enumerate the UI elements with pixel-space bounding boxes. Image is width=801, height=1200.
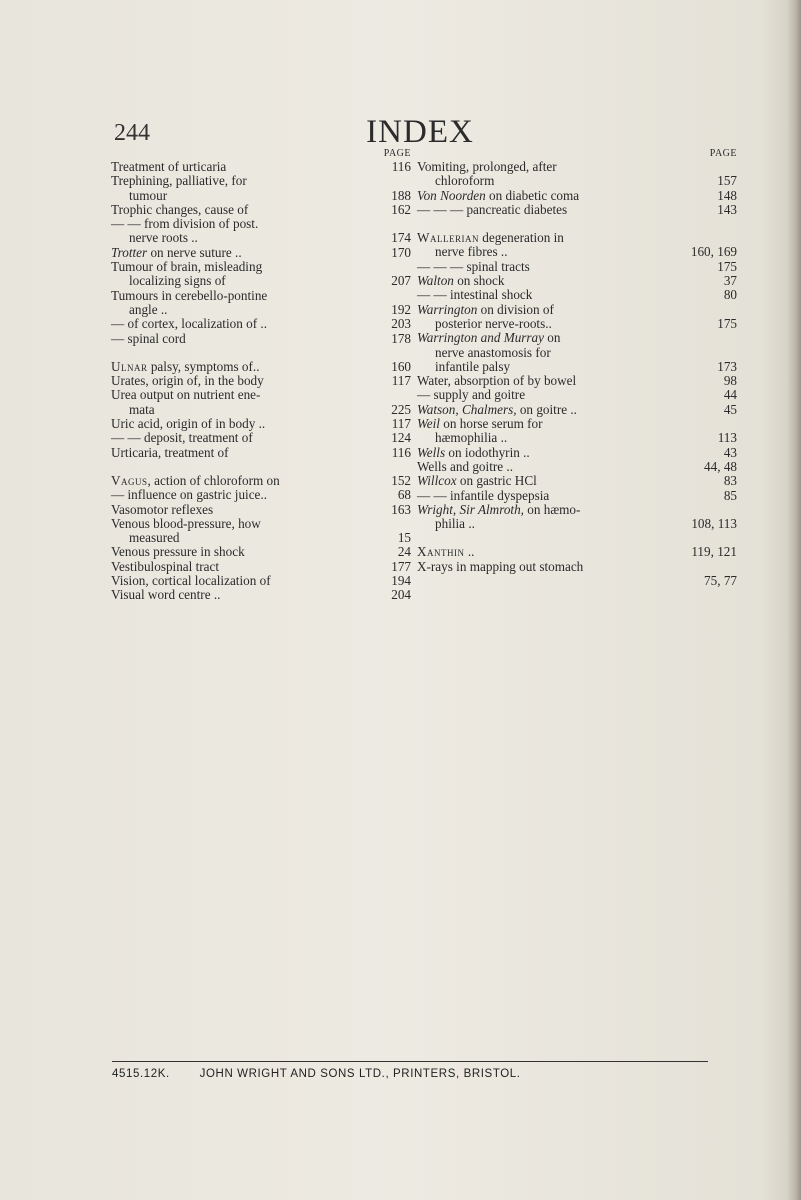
entry-heading: Ulnar palsy, symptoms of.. [111, 358, 260, 374]
entry-heading: Vomiting, prolonged, after [417, 159, 557, 174]
section-gap [111, 346, 411, 360]
page-reference: 192 [391, 301, 411, 317]
entry-heading: Vagus, action of chloroform on [111, 472, 280, 488]
index-column-right [417, 148, 737, 588]
index-entry [417, 417, 737, 446]
page-reference: 207 [391, 273, 411, 289]
index-entry [111, 588, 411, 602]
entry-heading: Trephining, palliative, for [111, 173, 247, 189]
index-entry [111, 431, 411, 445]
entry-heading: Vision, cortical localization of [111, 573, 271, 589]
entry-heading: — — — pancreatic diabetes [417, 201, 568, 217]
index-entry [111, 388, 411, 417]
column-header-left: PAGE [383, 148, 411, 159]
page-reference: 225 [391, 401, 411, 417]
page-reference: 177 [391, 558, 411, 574]
index-entry [111, 317, 411, 331]
section-gap [417, 531, 737, 545]
index-entry [111, 574, 411, 588]
page-reference: 117 [391, 416, 411, 432]
index-entry [111, 545, 411, 559]
entry-heading: — influence on gastric juice.. [111, 487, 267, 503]
index-entry [417, 403, 737, 417]
section-gap [111, 460, 411, 474]
page-reference: 163 [391, 501, 411, 517]
entry-heading: Wells on iodothyrin .. [417, 444, 530, 460]
entry-heading: — — intestinal shock [417, 287, 533, 303]
entry-heading: — of cortex, localization of .. [111, 316, 267, 332]
entry-heading: Urticaria, treatment of [111, 444, 229, 460]
index-entry [417, 460, 737, 474]
page-reference: 124 [391, 430, 411, 446]
index-entry [111, 503, 411, 517]
page-reference: 148 [717, 187, 737, 203]
page-reference: 44, 48 [704, 458, 737, 474]
index-entry [111, 474, 411, 488]
entry-heading: Trotter on nerve suture .. [111, 244, 242, 260]
index-entry [417, 303, 737, 332]
index-entry [111, 332, 411, 346]
entry-heading: Urates, origin of, in the body [111, 373, 264, 389]
entry-heading: — — deposit, treatment of [111, 430, 253, 446]
entry-heading: Treatment of urticaria [111, 159, 227, 174]
entry-continuation: hæmophilia .. [435, 430, 508, 446]
entry-heading: Warrington on division of [417, 301, 554, 317]
entry-heading: — — — spinal tracts [417, 258, 530, 274]
entry-continuation: localizing signs of [129, 273, 226, 289]
entry-heading: Tumour of brain, misleading [111, 259, 263, 275]
index-entry [111, 203, 411, 217]
section-gap [417, 217, 737, 231]
entry-heading: Warrington and Murray on [417, 330, 561, 346]
entry-heading: — — from division of post. [111, 216, 259, 232]
entry-heading: Venous blood-pressure, how [111, 515, 261, 531]
page-reference: 157 [717, 173, 737, 189]
index-entry [417, 288, 737, 302]
index-entry [111, 446, 411, 460]
entry-heading: Trophic changes, cause of [111, 201, 249, 217]
page-reference: 188 [391, 187, 411, 203]
entry-heading [417, 574, 697, 588]
index-entry [111, 174, 411, 203]
index-entry [417, 331, 737, 374]
entry-continuation: tumour [129, 187, 168, 203]
page-reference: 174 [391, 230, 411, 246]
entry-heading: Watson, Chalmers, on goitre .. [417, 401, 577, 417]
entry-heading: Urea output on nutrient ene- [111, 387, 261, 403]
index-entry [417, 260, 737, 274]
page-reference: 143 [717, 201, 737, 217]
page-reference: 160, 169 [690, 244, 737, 260]
index-entry [417, 503, 737, 532]
index-entry [417, 388, 737, 402]
entry-heading: Visual word centre .. [111, 587, 221, 603]
index-entry [417, 160, 737, 189]
page-reference: 44 [723, 387, 737, 403]
page-reference: 162 [391, 201, 411, 217]
page-reference: 85 [723, 487, 737, 503]
page-reference: 160 [391, 358, 411, 374]
index-entry [417, 203, 737, 217]
index-entry [417, 274, 737, 288]
page-reference: 173 [717, 358, 737, 374]
entry-continuation: philia .. [435, 516, 475, 532]
column-header-right: PAGE [709, 148, 737, 159]
index-entry [111, 360, 411, 374]
page-reference: 68 [397, 487, 411, 503]
entry-continuation: nerve roots .. [129, 230, 198, 246]
entry-heading: Von Noorden on diabetic coma [417, 187, 580, 203]
entry-heading: X-rays in mapping out stomach [417, 558, 584, 574]
page-title: INDEX [366, 114, 474, 150]
entry-continuation: chloroform [435, 173, 495, 189]
entry-heading: Xanthin .. [417, 544, 475, 560]
entry-heading: Wallerian degeneration in [417, 230, 564, 246]
page-reference: 117 [391, 373, 411, 389]
printer-footer [112, 1068, 521, 1080]
index-entry [417, 231, 737, 260]
page-reference: 45 [723, 401, 737, 417]
page-reference: 75, 77 [704, 573, 737, 589]
page-reference: 24 [397, 544, 411, 560]
entry-heading: Uric acid, origin of in body .. [111, 416, 266, 432]
entry-heading: Willcox on gastric HCl [417, 473, 537, 489]
index-entry [111, 374, 411, 388]
index-entry [417, 189, 737, 203]
page-reference: 116 [391, 444, 411, 460]
page-reference: 203 [391, 316, 411, 332]
printer-imprint: JOHN WRIGHT AND SONS LTD., PRINTERS, BRISTOL. [199, 1068, 521, 1080]
index-entry [111, 488, 411, 502]
index-entry [417, 474, 737, 488]
entry-heading: Venous pressure in shock [111, 544, 245, 560]
page-reference: 178 [391, 330, 411, 346]
index-entry [111, 246, 411, 260]
index-entry [111, 289, 411, 318]
page-edge-shadow [787, 0, 801, 1200]
page-reference: 204 [391, 587, 411, 603]
page-reference: 175 [717, 315, 737, 331]
page-reference: 80 [723, 287, 737, 303]
entry-continuation: posterior nerve-roots.. [435, 315, 552, 331]
page-reference: 113 [717, 430, 737, 446]
index-entry [111, 417, 411, 431]
page-reference: 43 [723, 444, 737, 460]
page-reference: 152 [391, 472, 411, 488]
entry-heading: Water, absorption of by bowel [417, 373, 577, 389]
index-entry [417, 560, 737, 574]
entry-heading: Vestibulospinal tract [111, 558, 220, 574]
index-entry [417, 489, 737, 503]
index-entry [417, 545, 737, 559]
index-column-left [111, 148, 411, 603]
print-code: 4515.12K. [112, 1068, 170, 1080]
entries-left [111, 160, 411, 603]
index-entry [111, 560, 411, 574]
entry-heading: Weil on horse serum for [417, 416, 543, 432]
index-entry [417, 374, 737, 388]
entry-heading: — — infantile dyspepsia [417, 487, 550, 503]
entry-heading: — supply and goitre [417, 387, 526, 403]
page-reference: 83 [723, 473, 737, 489]
page-number: 244 [114, 120, 150, 146]
entries-right [417, 160, 737, 588]
entry-heading: Wright, Sir Almroth, on hæmo- [417, 501, 581, 517]
page-reference: 108, 113 [691, 516, 737, 532]
entry-heading: — spinal cord [111, 330, 186, 346]
index-entry [417, 574, 737, 588]
page-reference: 194 [391, 573, 411, 589]
page-reference: 175 [717, 258, 737, 274]
page-reference: 98 [723, 373, 737, 389]
index-entry [111, 217, 411, 246]
footer-rule [112, 1061, 708, 1062]
index-entry [111, 260, 411, 289]
entry-continuation: nerve fibres .. [435, 244, 508, 260]
entry-continuation: angle .. [129, 301, 168, 317]
page-reference: 37 [723, 273, 737, 289]
index-entry [417, 446, 737, 460]
entry-heading: Wells and goitre .. [417, 458, 513, 474]
entry-continuation: nerve anastomosis for [435, 344, 551, 360]
entry-heading: Walton on shock [417, 273, 505, 289]
entry-continuation: measured [129, 530, 180, 546]
page-reference: 15 [397, 530, 411, 546]
entry-continuation: mata [129, 401, 155, 417]
index-entry [111, 160, 411, 174]
entry-heading: Vasomotor reflexes [111, 501, 214, 517]
entry-heading: Tumours in cerebello-pontine [111, 287, 268, 303]
page-reference: 170 [391, 244, 411, 260]
page-reference: 119, 121 [691, 544, 737, 560]
entry-continuation: infantile palsy [435, 358, 511, 374]
page-reference: 116 [391, 159, 411, 174]
index-entry [111, 517, 411, 546]
